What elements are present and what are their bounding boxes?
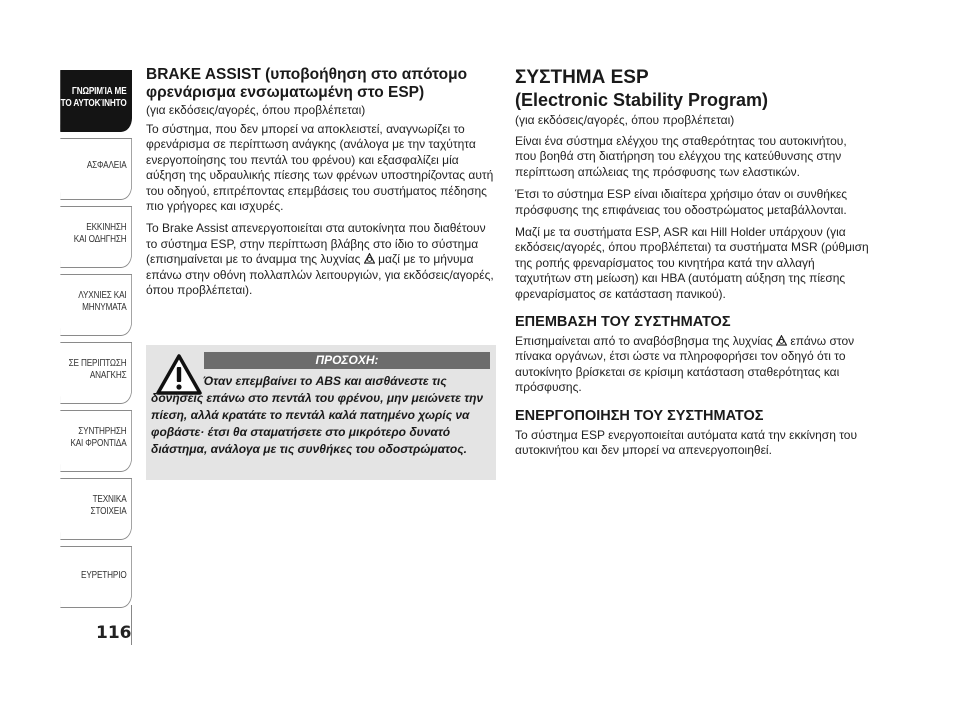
- system-activation-heading: ΕΝΕΡΓΟΠΟΙΗΣΗ ΤΟΥ ΣΥΣΤΗΜΑΤΟΣ: [515, 407, 764, 424]
- warning-box: [146, 345, 496, 480]
- brake-assist-title: [146, 66, 496, 102]
- sidebar-tab-emergency[interactable]: [60, 342, 132, 404]
- sidebar-tab-label: ΛΥΧΝΙΕΣ ΚΑΙ: [78, 289, 127, 301]
- system-intervention-heading: ΕΠΕΜΒΑΣΗ ΤΟΥ ΣΥΣΤΗΜΑΤΟΣ: [515, 314, 731, 331]
- sidebar-tab-getting-to-know[interactable]: [60, 70, 132, 132]
- sidebar-tab-label: ΣΤΟΙΧΕΙΑ: [90, 505, 127, 517]
- sidebar-tab-starting-driving[interactable]: [60, 206, 132, 268]
- sidebar-tab-maintenance[interactable]: [60, 410, 132, 472]
- brake-assist-paragraph-1: Το σύστημα, που δεν μπορεί να αποκλειστεί, αναγνωρίζει το φρενάρισμα σε περίπτωση ανάγκης (ανάλογα με την ταχύτητα ενεργοποίησης του πεντάλ του φρένου) και εξασφαλίζει μία αύξηση της υδραυλικής πίεσης των φρένων υποστηρίζοντας αυτή του οδηγού, επιτρέποντας επεμβάσεις του συστήματος πέδησης πιο γρήγορες και ισχυρές.: [146, 122, 494, 214]
- sidebar-tab-label: ΑΣΦΑΛΕΙΑ: [86, 159, 127, 171]
- sidebar-tab-label: ΜΗΝΥΜΑΤΑ: [82, 301, 127, 313]
- system-intervention-text-start: Επισημαίνεται από το αναβόσβησμα της λυχνίας: [515, 334, 777, 349]
- sidebar-tab-lamps-messages[interactable]: [60, 274, 132, 336]
- sidebar-tab-label: ΕΥΡΕΤΗΡΙΟ: [81, 569, 127, 581]
- esp-title: ΣΥΣΤΗΜΑ ESP: [515, 67, 649, 88]
- sidebar-tab-label: ΕΚΚΙΝΗΣΗ: [86, 221, 127, 233]
- brake-assist-section: [146, 66, 496, 305]
- brake-assist-paragraph-2-start: Το Brake Assist απενεργοποιείται στα αυτοκίνητα που διαθέτουν το σύστημα ESP, στην περίπτωση βλάβης στο ίδιο το σύστημα (επισημαίνεται με το άναμμα της λυχνίας: [146, 221, 486, 267]
- sidebar-tab-technical-data[interactable]: [60, 478, 132, 540]
- sidebar-tab-label: ΓΝΩΡΙΜΊΑ ΜΕ: [71, 85, 127, 97]
- sidebar-tab-label: ΣΥΝΤΗΡΗΣΗ: [78, 425, 127, 437]
- sidebar-tab-index[interactable]: [60, 546, 132, 608]
- system-intervention-text-end: επάνω στον πίνακα οργάνων, έτσι ώστε να πληροφορήσει τον οδηγό ότι το αυτοκίνητο βρίσκεται σε κρίσιμη κατάσταση σταθερότητας και πρόσφυσης.: [515, 334, 855, 395]
- brake-assist-paragraph-2: [146, 221, 496, 298]
- sidebar-tab-label: ΑΝΑΓΚΗΣ: [89, 369, 127, 381]
- warning-text: Όταν επεμβαίνει το ABS και αισθάνεστε τις δονήσεις επάνω στο πεντάλ του φρένου, μην μειώνετε την πίεση, αλλά κρατάτε το πεντάλ καλά πατημένο χωρίς να φοβάστε· έτσι θα σταματήσετε στο μικρότερο δυνατό διάστημα, ανάλογα με τις συνθήκες του οδοστρώματος.: [151, 374, 484, 456]
- sidebar-tab-label: ΚΑΙ ΟΔΗΓΗΣΗ: [73, 233, 127, 245]
- brake-assist-title-line-1: BRAKE ASSIST (υποβοήθηση στο απότομο: [146, 66, 468, 83]
- page-number: 116: [96, 623, 132, 643]
- sidebar-tab-label: ΤΕΧΝΙΚΑ: [92, 493, 127, 505]
- esp-warning-lamp-icon: [776, 335, 787, 346]
- sidebar-tab-safety[interactable]: [60, 138, 132, 200]
- sidebar-tab-label: ΣΕ ΠΕΡΙΠΤΩΣΗ: [68, 357, 127, 369]
- esp-title-expansion: (Electronic Stability Program): [515, 90, 769, 110]
- esp-section: [515, 66, 870, 466]
- esp-paragraph-1: Είναι ένα σύστημα ελέγχου της σταθερότητας του αυτοκινήτου, που βοηθά στη διατήρηση του ελέγχου της κατεύθυνσης στην περίπτωση απώλειας της πρόσφυσης των ελαστικών.: [515, 134, 847, 179]
- sidebar-tab-label: ΤΟ ΑΥΤΟΚΊΝΗΤΟ: [60, 97, 127, 109]
- esp-paragraph-2: Έτσι το σύστημα ESP είναι ιδιαίτερα χρήσιμο όταν οι συνθήκες πρόσφυσης της επιφάνειας του οδοστρώματος μεταβάλλονται.: [515, 187, 848, 217]
- system-intervention-text: [515, 334, 870, 396]
- esp-subtitle: (για εκδόσεις/αγορές, όπου προβλέπεται): [515, 113, 735, 127]
- esp-paragraph-3: Μαζί με τα συστήματα ESP, ASR και Hill Holder υπάρχουν (για εκδόσεις/αγορές, όπου προβλέπεται) τα συστήματα MSR (ρύθμιση της ροπής φρεναρίσματος του κινητήρα κατά την αλλαγή ταχυτήτων στη μείωση) και HBA (αυτόματη αύξηση της πίεσης φρεναρίσματος σε κατάσταση πανικού).: [515, 225, 869, 301]
- brake-assist-subtitle: (για εκδόσεις/αγορές, όπου προβλέπεται): [146, 103, 366, 117]
- brake-assist-title-line-2: φρενάρισμα ενσωματωμένη στο ESP): [146, 84, 425, 101]
- esp-warning-lamp-icon: [364, 253, 375, 264]
- brake-assist-paragraph-2-end: μαζί με το μήνυμα επάνω στην οθόνη πολλαπλών λειτουργιών, για εκδόσεις/αγορές, όπου προβλέπεται).: [146, 252, 494, 298]
- system-activation-text: Το σύστημα ESP ενεργοποιείται αυτόματα κατά την εκκίνηση του αυτοκινήτου και δεν μπορεί να απενεργοποιηθεί.: [515, 427, 858, 458]
- sidebar-tab-label: ΚΑΙ ΦΡΟΝΤΙΔΑ: [70, 437, 127, 449]
- warning-heading: ΠΡΟΣΟΧΗ:: [204, 352, 490, 369]
